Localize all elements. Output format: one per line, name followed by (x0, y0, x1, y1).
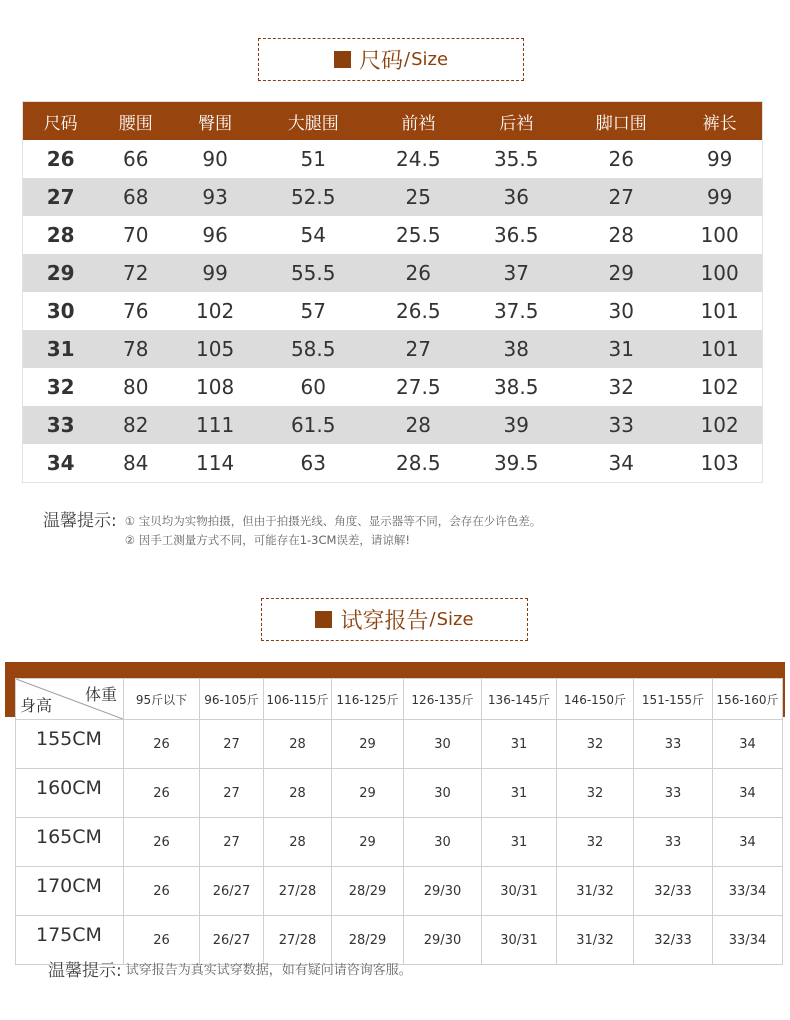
report-cell: 26 (124, 720, 200, 769)
report-cell: 30 (404, 720, 482, 769)
size-chart-table (22, 101, 763, 483)
report-cell: 32 (557, 720, 634, 769)
size-tip-line-2: ② 因手工测量方式不同，可能存在1-3CM误差，请谅解! (124, 533, 411, 547)
size-cell: 100 (700, 223, 739, 247)
size-cell: 114 (196, 451, 235, 475)
size-cell: 60 (300, 375, 326, 399)
size-cell: 82 (98, 406, 173, 444)
report-cell: 26/27 (200, 916, 264, 965)
size-cell: 105 (173, 330, 257, 368)
weight-col-header: 96-105斤 (200, 679, 264, 720)
report-cell: 26 (124, 916, 200, 965)
report-cell: 33/34 (713, 916, 783, 965)
size-cell: 27 (369, 330, 467, 368)
report-cell: 30 (404, 769, 482, 818)
report-cell: 28 (264, 818, 332, 867)
report-cell: 29 (332, 769, 404, 818)
size-col-header: 大腿围 (257, 102, 369, 141)
size-col-header: 前裆 (369, 102, 467, 141)
size-cell: 25.5 (396, 223, 441, 247)
size-tip (43, 510, 541, 550)
size-table-row (23, 292, 763, 330)
size-cell: 36 (467, 178, 565, 216)
weight-col-header: 106-115斤 (264, 679, 332, 720)
report-cell: 30/31 (482, 916, 557, 965)
title-square-icon (334, 51, 351, 68)
size-title-slash: / (403, 49, 411, 70)
size-cell: 29 (565, 254, 677, 292)
size-cell: 51 (300, 147, 326, 171)
size-table-header-row (23, 102, 763, 141)
size-cell: 68 (98, 178, 173, 216)
size-cell: 102 (700, 375, 739, 399)
report-cell: 29 (332, 720, 404, 769)
report-cell: 27/28 (264, 916, 332, 965)
size-cell: 33 (565, 406, 677, 444)
report-cell: 28 (264, 769, 332, 818)
size-section-title (258, 38, 524, 81)
size-cell: 102 (677, 406, 762, 444)
weight-col-header: 116-125斤 (332, 679, 404, 720)
size-cell: 27 (565, 178, 677, 216)
size-cell: 37.5 (493, 299, 539, 323)
report-tip-text: 试穿报告为真实试穿数据，如有疑问请咨询客服。 (125, 963, 412, 978)
corner-weight-label: 体重 (84, 685, 117, 704)
fit-report-table (15, 678, 783, 965)
weight-col-header: 136-145斤 (482, 679, 557, 720)
size-cell: 80 (123, 375, 149, 399)
size-cell: 102 (196, 299, 235, 323)
height-row-header: 160CM (16, 769, 124, 818)
report-cell: 30/31 (482, 867, 557, 916)
size-cell: 35.5 (493, 147, 539, 171)
size-cell: 37 (467, 254, 565, 292)
report-corner-cell (16, 679, 124, 720)
size-title-cn: 尺码 (358, 49, 403, 74)
size-col-header: 腰围 (98, 102, 173, 141)
size-cell: 76 (123, 299, 149, 323)
size-cell: 99 (677, 178, 762, 216)
report-cell: 34 (713, 769, 783, 818)
report-title-en: Size (436, 609, 474, 630)
size-table-row (23, 444, 763, 483)
report-header-row (16, 679, 783, 720)
size-cell: 38.5 (493, 375, 539, 399)
size-table-row (23, 330, 763, 368)
size-cell-size: 27 (23, 178, 99, 216)
size-table-row (23, 254, 763, 292)
size-cell-size: 32 (46, 375, 75, 399)
report-cell: 34 (713, 720, 783, 769)
report-title-slash: / (429, 609, 436, 630)
size-cell: 93 (173, 178, 257, 216)
size-cell: 61.5 (257, 406, 369, 444)
size-cell-size: 31 (23, 330, 99, 368)
report-cell: 32 (557, 818, 634, 867)
report-cell: 26/27 (200, 867, 264, 916)
report-cell: 32 (557, 769, 634, 818)
report-cell: 33/34 (713, 867, 783, 916)
size-cell: 101 (700, 299, 739, 323)
report-cell: 29 (332, 818, 404, 867)
size-cell: 32 (608, 375, 634, 399)
report-tip (48, 956, 412, 981)
height-row-header: 170CM (16, 867, 124, 916)
report-cell: 32/33 (634, 916, 713, 965)
report-cell: 27/28 (264, 867, 332, 916)
height-row-header: 165CM (16, 818, 124, 867)
size-cell: 31 (565, 330, 677, 368)
size-cell: 26.5 (396, 299, 441, 323)
report-cell: 33 (634, 818, 713, 867)
size-cell-size: 30 (46, 299, 75, 323)
size-cell-size: 33 (23, 406, 99, 444)
report-cell: 33 (634, 720, 713, 769)
size-cell-size: 29 (23, 254, 99, 292)
size-cell: 28.5 (396, 451, 441, 475)
report-cell: 31/32 (557, 867, 634, 916)
size-tip-line-1: ① 宝贝均为实物拍摄，但由于拍摄光线、角度、显示器等不同，会存在少许色差。 (124, 514, 542, 528)
size-cell: 84 (123, 451, 149, 475)
size-cell: 52.5 (257, 178, 369, 216)
fit-report (15, 678, 779, 948)
size-cell: 34 (608, 451, 634, 475)
size-col-header: 脚口围 (565, 102, 677, 141)
report-cell: 27 (200, 818, 264, 867)
size-table-row (23, 406, 763, 444)
corner-height-label: 身高 (20, 696, 53, 715)
report-row (16, 769, 783, 818)
size-cell: 28 (608, 223, 634, 247)
report-cell: 33 (634, 769, 713, 818)
weight-col-header: 156-160斤 (713, 679, 783, 720)
report-cell: 29/30 (404, 867, 482, 916)
report-cell: 28/29 (332, 867, 404, 916)
size-cell: 36.5 (493, 223, 539, 247)
size-cell: 38 (467, 330, 565, 368)
size-tip-label: 温馨提示: (43, 511, 117, 531)
report-cell: 29/30 (404, 916, 482, 965)
size-col-header: 尺码 (23, 102, 99, 141)
height-row-header: 175CM (16, 916, 124, 965)
size-col-header: 后裆 (467, 102, 565, 141)
report-cell: 31/32 (557, 916, 634, 965)
size-cell-size: 34 (46, 451, 75, 475)
size-cell: 55.5 (257, 254, 369, 292)
report-cell: 31 (482, 818, 557, 867)
size-cell: 58.5 (257, 330, 369, 368)
size-cell: 111 (173, 406, 257, 444)
title-square-icon (315, 611, 332, 628)
size-col-header: 裤长 (677, 102, 762, 141)
size-cell: 103 (700, 451, 739, 475)
report-cell: 26 (124, 769, 200, 818)
report-section-title (261, 598, 528, 641)
report-row (16, 867, 783, 916)
size-cell: 72 (98, 254, 173, 292)
size-cell: 63 (300, 451, 326, 475)
report-cell: 26 (124, 818, 200, 867)
size-cell: 30 (608, 299, 634, 323)
report-row (16, 818, 783, 867)
size-cell: 99 (706, 147, 733, 171)
size-cell: 78 (98, 330, 173, 368)
report-cell: 31 (482, 720, 557, 769)
size-cell: 26 (369, 254, 467, 292)
size-cell: 70 (123, 223, 149, 247)
size-cell: 27.5 (396, 375, 441, 399)
size-table-row (23, 178, 763, 216)
report-cell: 26 (124, 867, 200, 916)
report-tip-label: 温馨提示: (48, 961, 122, 981)
weight-col-header: 146-150斤 (557, 679, 634, 720)
weight-col-header: 151-155斤 (634, 679, 713, 720)
size-cell: 28 (369, 406, 467, 444)
size-cell: 90 (202, 147, 228, 171)
size-title-en: Size (411, 49, 449, 70)
size-col-header: 臀围 (173, 102, 257, 141)
size-cell-size: 26 (46, 147, 75, 171)
report-cell: 28/29 (332, 916, 404, 965)
size-cell-size: 28 (46, 223, 75, 247)
size-cell: 24.5 (396, 147, 441, 171)
size-cell: 26 (608, 147, 634, 171)
size-cell: 39.5 (493, 451, 539, 475)
size-table-row (23, 368, 763, 406)
size-cell: 96 (202, 223, 228, 247)
size-cell: 54 (300, 223, 326, 247)
size-table-row (23, 216, 763, 254)
report-cell: 31 (482, 769, 557, 818)
size-cell: 100 (677, 254, 762, 292)
report-cell: 32/33 (634, 867, 713, 916)
weight-col-header: 95斤以下 (124, 679, 200, 720)
size-table-row (23, 140, 763, 178)
report-title-cn: 试穿报告 (340, 609, 429, 634)
size-cell: 108 (196, 375, 235, 399)
report-cell: 34 (713, 818, 783, 867)
size-cell: 99 (173, 254, 257, 292)
size-cell: 57 (300, 299, 326, 323)
report-row (16, 720, 783, 769)
size-cell: 39 (467, 406, 565, 444)
size-cell: 101 (677, 330, 762, 368)
size-cell: 25 (369, 178, 467, 216)
report-cell: 27 (200, 720, 264, 769)
weight-col-header: 126-135斤 (404, 679, 482, 720)
report-cell: 30 (404, 818, 482, 867)
report-cell: 27 (200, 769, 264, 818)
height-row-header: 155CM (16, 720, 124, 769)
report-cell: 28 (264, 720, 332, 769)
size-cell: 66 (123, 147, 149, 171)
